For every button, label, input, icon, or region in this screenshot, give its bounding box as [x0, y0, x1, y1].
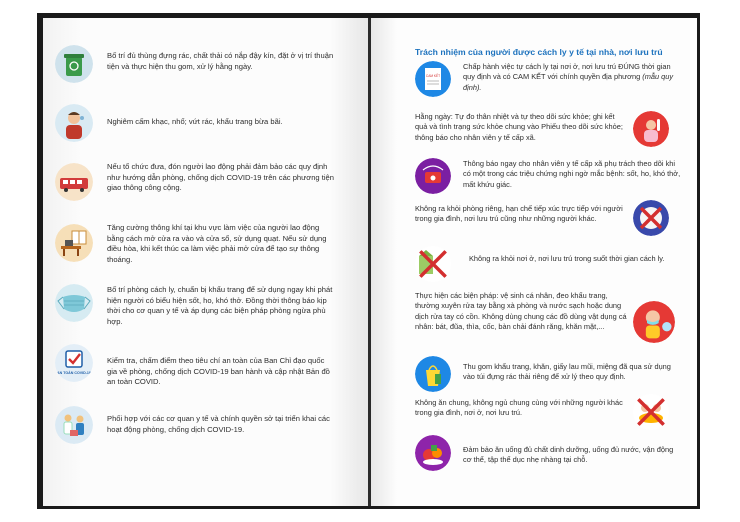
- item-text: Thực hiện các biện pháp: vệ sinh cá nhân, đeo khẩu trang, thường xuyên rửa tay bằng xà phòng và nước sạch hoặc dung dịch rửa tay có cồn. Không dùng chung các đồ dùng vật dụng cá nhân: bát, đũa, thìa, cốc, bàn chải đánh răng, khăn mặt,...: [415, 291, 627, 332]
- item-text: Bố trí đủ thùng đựng rác, chất thải có nắp đậy kín, đặt ở vị trí thuận tiện và thực hiện thu gom, xử lý hằng ngày.: [107, 51, 334, 71]
- item-text: Hằng ngày: Tự đo thân nhiệt và tự theo dõi sức khỏe; ghi kết quả và tình trạng sức khỏe chung vào Phiếu theo dõi sức khỏe; thông báo cho nhân viên y tế cấp xã.: [415, 112, 623, 142]
- item-text: Thu gom khẩu trang, khăn, giấy lau mũi, miệng đã qua sử dụng vào túi đựng rác thải riêng để xử lý theo quy định.: [463, 362, 671, 382]
- item-text: Nếu tổ chức đưa, đón người lao động phải đảm bảo các quy định như hướng dẫn phòng, chống dịch COVID-19 trên các phương tiện giao thông công cộng.: [107, 162, 335, 193]
- covid-safety-checkmark-icon: [55, 344, 93, 382]
- coordination-team-icon: [55, 406, 93, 444]
- item-text: Không ăn chung, không ngủ chung cùng với những người khác trong gia đình, nơi ở, nơi lưu trú.: [415, 398, 623, 418]
- no-contact-icon: [633, 200, 669, 236]
- left-page: [43, 18, 369, 506]
- self-monitoring-thermometer-icon: [633, 111, 669, 147]
- commitment-document-icon: [415, 61, 451, 97]
- item-text: Nghiêm cấm khạc, nhổ; vứt rác, khẩu trang bừa bãi.: [107, 117, 283, 126]
- item-text: Kiểm tra, chấm điểm theo tiêu chí an toàn của Ban Chỉ đạo quốc gia về phòng, chống dịch COVID-19 ban hành và cập nhật Bản đồ an toàn COVID.: [107, 356, 330, 387]
- workspace-ventilation-icon: [55, 224, 93, 262]
- item-text: Bố trí phòng cách ly, chuẩn bị khẩu trang để sử dụng ngay khi phát hiện người có biểu hiện sốt, ho, khó thở. Đồng thời thông báo kịp thời cho cơ quan y tế và áp dụng các biện pháp phòng ngừa phù hợp.: [107, 285, 333, 326]
- item-text-main: Chấp hành việc tự cách ly tại nơi ở, nơi lưu trú ĐÚNG thời gian quy định và có CAM KẾT với chính quyền địa phương: [463, 62, 671, 82]
- item-text: [463, 62, 683, 93]
- section-title: Trách nhiệm của người được cách ly y tế tại nhà, nơi lưu trú: [415, 47, 663, 57]
- item-text: Không ra khỏi phòng riêng, hạn chế tiếp xúc trực tiếp với người trong gia đình, nơi lưu trú cũng như những người khác.: [415, 204, 623, 224]
- no-shared-meals-icon: [633, 394, 669, 430]
- icon-label: CAM KẾT: [425, 74, 441, 78]
- item-text: Đảm bảo ăn uống đủ chất dinh dưỡng, uống đủ nước, vận động cơ thể, tập thể dục nhẹ nhàng tại chỗ.: [463, 445, 674, 465]
- face-mask-icon: [55, 284, 93, 322]
- item-text: Phối hợp với các cơ quan y tế và chính quyền sở tại triển khai các hoạt động phòng, chống dịch COVID-19.: [107, 414, 330, 434]
- trash-bin-icon: [55, 45, 93, 83]
- item-text: Không ra khỏi nơi ở, nơi lưu trú trong suốt thời gian cách ly.: [469, 254, 665, 263]
- healthy-food-icon: [415, 435, 451, 471]
- right-page: [371, 18, 697, 506]
- open-booklet: [37, 13, 700, 509]
- item-text-italic: (mẫu quy định).: [463, 72, 674, 92]
- stay-home-icon: [415, 246, 451, 282]
- item-text: Tăng cường thông khí tại khu vực làm việc của người lao động bằng cách mở cửa ra vào và cửa sổ, sử dụng quạt. Nếu sử dụng điều hòa, khi kết thúc ca làm việc phải mở cửa để tạo sự thông thoáng.: [107, 223, 327, 264]
- no-spitting-icon: [55, 104, 93, 142]
- bus-icon: [55, 163, 93, 201]
- phone-alert-icon: [415, 158, 451, 194]
- waste-bag-icon: [415, 356, 451, 392]
- icon-label: AN TOÀN COVID-19: [57, 371, 91, 375]
- hygiene-measures-icon: [633, 301, 675, 343]
- item-text: Thông báo ngay cho nhân viên y tế cấp xã phụ trách theo dõi khi có một trong các triệu chứng nghi ngờ mắc bệnh: sốt, ho, khó thở, mất khứu giác.: [463, 159, 681, 189]
